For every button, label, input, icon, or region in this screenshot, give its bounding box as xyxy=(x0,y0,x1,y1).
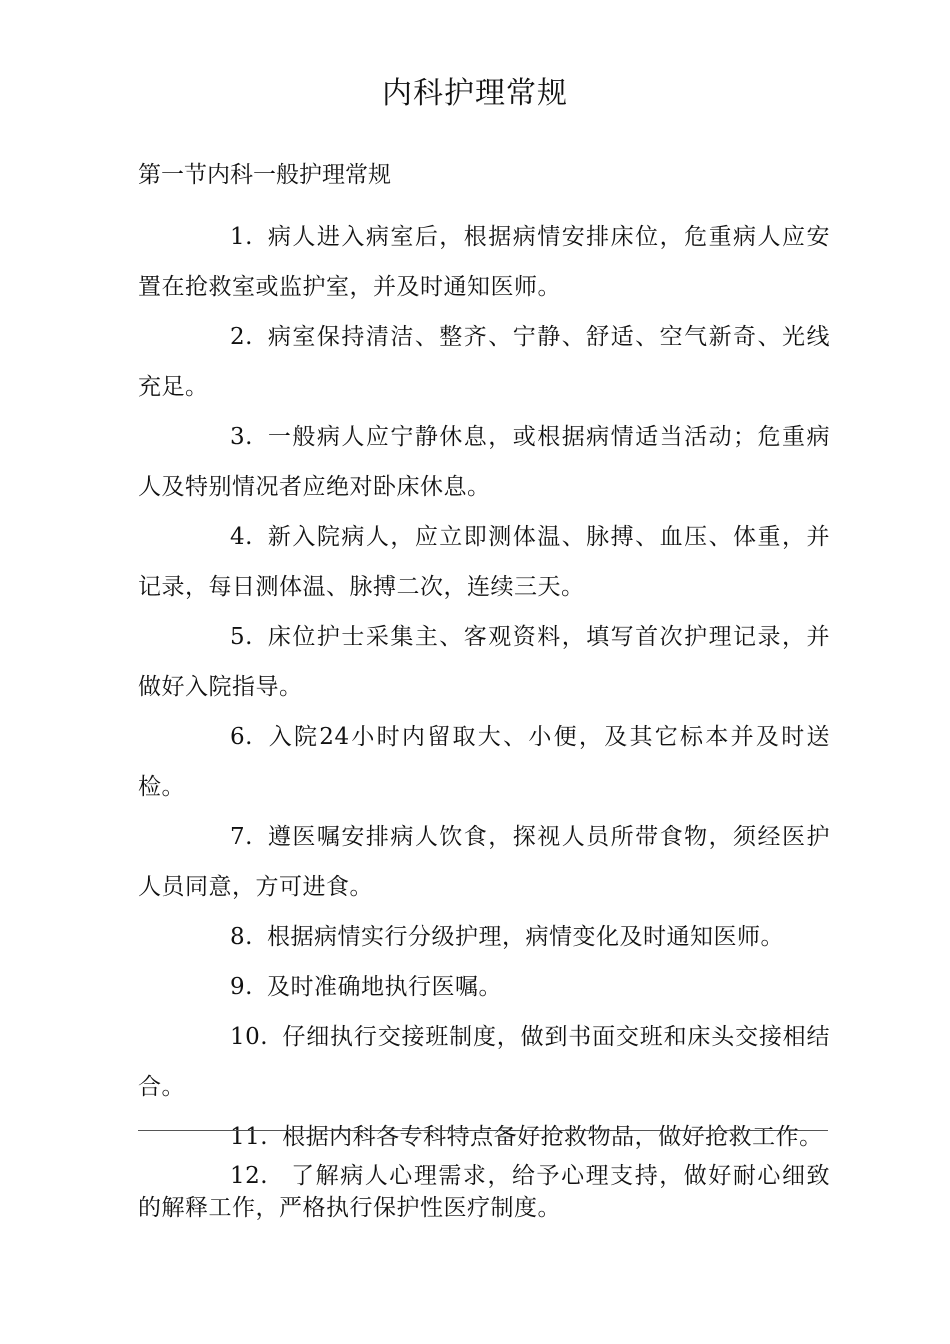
item-number: 5. xyxy=(230,624,253,650)
item-text: 病室保持清洁、整齐、宁静、舒适、空气新奇、光线充足。 xyxy=(138,324,830,400)
item-text: 根据病情实行分级护理，病情变化及时通知医师。 xyxy=(266,924,784,950)
page-title: 内科护理常规 xyxy=(382,76,568,111)
item-number: 3. xyxy=(230,424,253,450)
item-text: 入院24小时内留取大、小便，及其它标本并及时送检。 xyxy=(138,724,830,800)
item-text: 仔细执行交接班制度，做到书面交班和床头交接相结合。 xyxy=(138,1024,830,1100)
item-number: 10. xyxy=(230,1024,269,1050)
list-item xyxy=(138,612,830,712)
list-item xyxy=(138,412,830,512)
item-number: 1. xyxy=(230,224,253,250)
list-item xyxy=(138,962,830,1012)
page-divider xyxy=(138,1130,828,1131)
list-item xyxy=(138,1112,830,1162)
item-number: 11. xyxy=(230,1124,269,1150)
list-item xyxy=(138,912,830,962)
nursing-rules-list xyxy=(138,212,830,1162)
item-text: 遵医嘱安排病人饮食，探视人员所带食物，须经医护人员同意，方可进食。 xyxy=(138,824,830,900)
list-item xyxy=(138,712,830,812)
footer-list-item xyxy=(138,1160,830,1224)
item-text: 新入院病人，应立即测体温、脉搏、血压、体重，并记录，每日测体温、脉搏二次，连续三天。 xyxy=(138,524,830,600)
list-item xyxy=(138,812,830,912)
item-text: 床位护士采集主、客观资料，填写首次护理记录，并做好入院指导。 xyxy=(138,624,830,700)
item-number: 2. xyxy=(230,324,253,350)
item-number: 8. xyxy=(230,924,253,950)
item-number: 7. xyxy=(230,824,253,850)
item-number: 6. xyxy=(230,724,253,750)
list-item xyxy=(138,312,830,412)
item-text: 一般病人应宁静休息，或根据病情适当活动；危重病人及特别情况者应绝对卧床休息。 xyxy=(138,424,830,500)
item-text: 了解病人心理需求，给予心理支持，做好耐心细致的解释工作，严格执行保护性医疗制度。 xyxy=(138,1163,830,1221)
list-item xyxy=(138,1012,830,1112)
item-text: 根据内科各专科特点备好抢救物品，做好抢救工作。 xyxy=(282,1124,823,1150)
list-item xyxy=(138,512,830,612)
item-number: 12. xyxy=(230,1163,269,1189)
section-heading: 第一节内科一般护理常规 xyxy=(138,162,391,188)
item-text: 病人进入病室后，根据病情安排床位，危重病人应安置在抢救室或监护室，并及时通知医师。 xyxy=(138,224,830,300)
item-text: 及时准确地执行医嘱。 xyxy=(266,974,502,1000)
list-item xyxy=(138,212,830,312)
item-number: 4. xyxy=(230,524,253,550)
item-number: 9. xyxy=(230,974,253,1000)
